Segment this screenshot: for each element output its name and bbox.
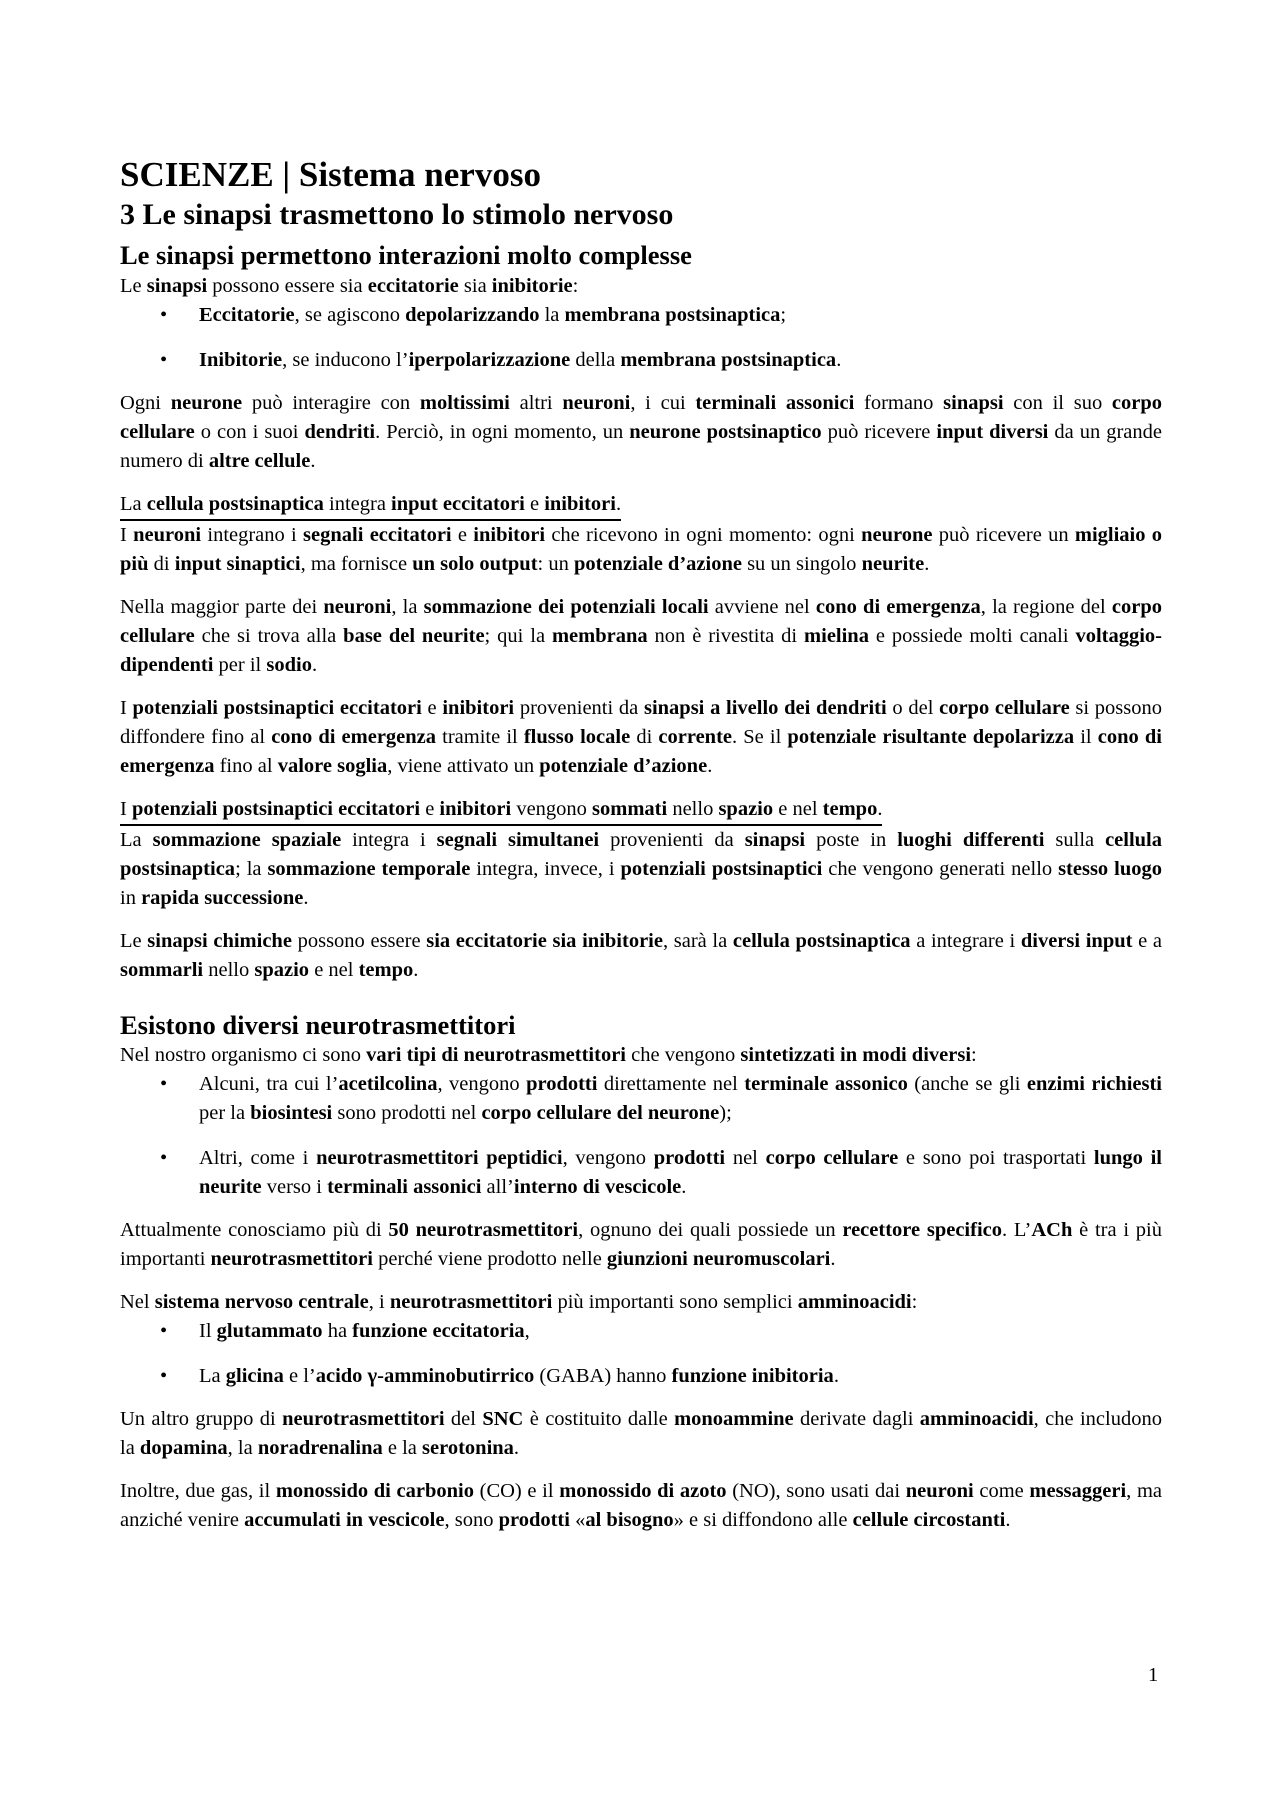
bold-term: inibitorie (491, 274, 573, 297)
page-number: 1 (1148, 1664, 1159, 1686)
bold-term: membrana (551, 624, 648, 647)
bold-term: neuroni (323, 595, 392, 618)
bold-term: neuroni (562, 391, 631, 414)
bold-term: recettore specifico (842, 1218, 1002, 1241)
bold-term: neurotrasmettitori (282, 1407, 445, 1430)
bold-term: messaggeri (1029, 1479, 1127, 1502)
bold-term: sommazione temporale (267, 857, 471, 880)
bold-term: cellula postsinaptica (146, 492, 324, 515)
bold-term: 50 neurotrasmettitori (388, 1218, 579, 1241)
bold-term: cellula postsinaptica (732, 929, 911, 952)
bold-term: cono di emergenza (120, 725, 1162, 777)
bold-term: ACh (1031, 1218, 1073, 1241)
bold-term: moltissimi (419, 391, 510, 414)
bullet-list (120, 1317, 1162, 1391)
bold-term: Inibitorie (199, 348, 283, 371)
paragraph: Un altro gruppo di neurotrasmettitori del SNC è costituito dalle monoammine derivate dagli amminoacidi, che includono la dopamina, la noradrenalina e la serotonina. (120, 1407, 1162, 1459)
list-item (120, 301, 1162, 330)
bullet-marker: • (160, 303, 168, 326)
bold-term: cono di emergenza (815, 595, 981, 618)
bold-term: input sinaptici (174, 552, 301, 575)
bold-term: input eccitatori (391, 492, 525, 515)
bold-term: dendriti (304, 420, 376, 443)
bold-term: cellula postsinaptica (120, 828, 1162, 880)
bold-term: sistema nervoso centrale (154, 1290, 369, 1313)
paragraph: I neuroni integrano i segnali eccitatori e inibitori che ricevono in ogni momento: ogni neurone può ricevere un migliaio o più di input sinaptici, ma fornisce un solo output: un potenziale d’azione su un singolo neurite. (120, 523, 1163, 575)
bold-term: sommazione spaziale (152, 828, 342, 851)
bold-term: acido γ-amminobutirrico (315, 1364, 535, 1387)
bold-term: neuroni (133, 523, 202, 546)
bold-term: biosintesi (250, 1101, 333, 1124)
list-item-text: Altri, come i neurotrasmettitori peptidici, vengono prodotti nel corpo cellulare e sono poi trasportati lungo il neurite verso i terminali assonici all’interno di vescicole. (199, 1146, 1162, 1198)
bold-term: glutammato (216, 1319, 323, 1342)
bold-term: valore soglia (277, 754, 388, 777)
bold-term: giunzioni neuromuscolari (606, 1247, 831, 1270)
list-item-text: La glicina e l’acido γ-amminobutirrico (GABA) hanno funzione inibitoria. (199, 1364, 839, 1387)
bold-term: monossido di carbonio (275, 1479, 474, 1502)
bold-term: potenziale risultante depolarizza (787, 725, 1075, 748)
bold-term: amminoacidi (797, 1290, 912, 1313)
bold-term: depolarizzando (405, 303, 540, 326)
list-item (120, 1070, 1162, 1128)
bold-term: glicina (225, 1364, 284, 1387)
bold-term: spazio (718, 797, 774, 820)
paragraph: I potenziali postsinaptici eccitatori e inibitori provenienti da sinapsi a livello dei dendriti o del corpo cellulare si possono diffondere fino al cono di emergenza tramite il flusso locale di corrente. Se il potenziale risultante depolarizza il cono di emergenza fino al valore soglia, viene attivato un potenziale d’azione. (120, 696, 1162, 777)
bold-term: base del neurite (343, 624, 485, 647)
bold-term: sinapsi (943, 391, 1004, 414)
bold-term: sodio (266, 653, 312, 676)
section-heading-neurotransmitters: Esistono diversi neurotrasmettitori (120, 1009, 516, 1040)
bold-term: sommati (592, 797, 668, 820)
bold-term: vari tipi di neurotrasmettitori (366, 1043, 626, 1066)
bold-term: potenziali postsinaptici eccitatori (132, 696, 422, 719)
bold-term: mielina (804, 624, 869, 647)
underlined-lead (120, 490, 1162, 521)
bold-term: accumulati in vescicole (244, 1508, 445, 1531)
chapter-heading: 3 Le sinapsi trasmettono lo stimolo nervoso (120, 198, 674, 232)
bold-term: noradrenalina (257, 1436, 383, 1459)
bullet-list (120, 1070, 1162, 1202)
bold-term: dopamina (139, 1436, 228, 1459)
bold-term: funzione eccitatoria (352, 1319, 525, 1342)
bold-term: cellule circostanti (852, 1508, 1006, 1531)
bold-term: potenziale d’azione (573, 552, 742, 575)
paragraph: Nella maggior parte dei neuroni, la sommazione dei potenziali locali avviene nel cono di emergenza, la regione del corpo cellulare che si trova alla base del neurite; qui la membrana non è rivestita di mielina e possiede molti canali voltaggio-dipendenti per il sodio. (120, 595, 1162, 676)
bold-term: monoammine (674, 1407, 794, 1430)
bold-term: prodotti (653, 1146, 726, 1169)
bold-term: corpo cellulare (939, 696, 1070, 719)
paragraph: Le sinapsi possono essere sia eccitatorie sia inibitorie: (120, 274, 579, 297)
bold-term: sommarli (120, 958, 204, 981)
paragraph: Nel sistema nervoso centrale, i neurotrasmettitori più importanti sono semplici amminoacidi: (120, 1290, 918, 1313)
bold-term: tempo (822, 797, 878, 820)
section-heading-synapses: Le sinapsi permettono interazioni molto complesse (120, 240, 692, 271)
bold-term: prodotti (526, 1072, 598, 1095)
bold-term: enzimi richiesti (1026, 1072, 1162, 1095)
bold-term: sinapsi chimiche (147, 929, 292, 952)
bold-term: sintetizzati in modi diversi (740, 1043, 972, 1066)
bold-term: potenziale d’azione (539, 754, 708, 777)
bold-term: potenziali postsinaptici eccitatori (131, 797, 421, 820)
bold-term: tempo (358, 958, 414, 981)
bold-term: corpo cellulare (120, 391, 1163, 443)
bold-term: voltaggio-dipendenti (120, 624, 1162, 676)
bold-term: prodotti (498, 1508, 570, 1531)
bold-term: lungo il neurite (199, 1146, 1162, 1198)
bold-term: inibitori (439, 797, 512, 820)
bold-term: neurite (861, 552, 925, 575)
bold-term: membrana postsinaptica (564, 303, 781, 326)
list-item-text: Alcuni, tra cui l’acetilcolina, vengono prodotti direttamente nel terminale assonico (anche se gli enzimi richiesti per la biosintesi sono prodotti nel corpo cellulare del neurone); (199, 1072, 1162, 1124)
bold-term: neurotrasmettitori peptidici (316, 1146, 563, 1169)
bold-term: potenziali postsinaptici (620, 857, 823, 880)
bold-term: acetilcolina (338, 1072, 438, 1095)
bold-term: serotonina (422, 1436, 514, 1459)
bold-term: sommazione dei potenziali locali (423, 595, 709, 618)
bold-term: spazio (254, 958, 310, 981)
bold-term: luoghi differenti (897, 828, 1045, 851)
list-item (120, 346, 1162, 375)
underlined-lead (120, 795, 1162, 826)
bold-term: amminoacidi (919, 1407, 1034, 1430)
bold-term: al bisogno (585, 1508, 674, 1531)
bold-term: funzione inibitoria (671, 1364, 834, 1387)
underlined-text: La cellula postsinaptica integra input eccitatori e inibitori. (120, 491, 621, 521)
bullet-marker: • (160, 1072, 168, 1095)
bold-term: corpo cellulare (120, 595, 1162, 647)
bold-term: corrente (658, 725, 733, 748)
bold-term: terminali assonici (327, 1175, 482, 1198)
bold-term: segnali simultanei (436, 828, 600, 851)
bold-term: corpo cellulare del neurone (481, 1101, 720, 1124)
bold-term: membrana postsinaptica (620, 348, 837, 371)
bold-term: un solo output (412, 552, 538, 575)
document-body (120, 154, 1162, 1535)
bold-term: neurotrasmettitori (210, 1247, 373, 1270)
bold-term: input diversi (936, 420, 1049, 443)
document-title: SCIENZE | Sistema nervoso (120, 155, 541, 194)
bold-term: segnali eccitatori (303, 523, 452, 546)
underlined-text: I potenziali postsinaptici eccitatori e inibitori vengono sommati nello spazio e nel tempo. (120, 796, 882, 826)
bold-term: corpo cellulare (765, 1146, 899, 1169)
bold-term: inibitori (473, 523, 546, 546)
bold-term: interno di vescicole (513, 1175, 682, 1198)
bold-term: neurone (861, 523, 933, 546)
list-item (120, 1362, 1162, 1391)
bullet-list (120, 301, 1162, 375)
bold-term: neurotrasmettitori (389, 1290, 553, 1313)
list-item-text: Inibitorie, se inducono l’iperpolarizzazione della membrana postsinaptica. (199, 348, 842, 371)
bold-term: terminali assonici (695, 391, 855, 414)
bold-term: eccitatorie (367, 274, 459, 297)
bullet-marker: • (160, 348, 168, 371)
bold-term: neurone (170, 391, 243, 414)
paragraph: Le sinapsi chimiche possono essere sia eccitatorie sia inibitorie, sarà la cellula postsinaptica a integrare i diversi input e a sommarli nello spazio e nel tempo. (120, 929, 1162, 981)
bullet-marker: • (160, 1319, 168, 1342)
paragraph: Ogni neurone può interagire con moltissimi altri neuroni, i cui terminali assonici formano sinapsi con il suo corpo cellulare o con i suoi dendriti. Perciò, in ogni momento, un neurone postsinaptico può ricevere input diversi da un grande numero di altre cellule. (120, 391, 1163, 472)
list-item-text: Il glutammato ha funzione eccitatoria, (199, 1319, 530, 1342)
bold-term: diversi input (1020, 929, 1133, 952)
bullet-marker: • (160, 1146, 168, 1169)
bold-term: flusso locale (523, 725, 631, 748)
bold-term: sinapsi (744, 828, 806, 851)
bullet-marker: • (160, 1364, 168, 1387)
list-item (120, 1144, 1162, 1202)
bold-term: inibitori (544, 492, 616, 515)
bold-term: neurone postsinaptico (629, 420, 822, 443)
bold-term: SNC (482, 1407, 524, 1430)
bold-term: rapida successione (141, 886, 304, 909)
bold-term: altre cellule (208, 449, 311, 472)
bold-term: sinapsi (146, 274, 208, 297)
bold-term: migliaio o più (120, 523, 1163, 575)
bold-term: inibitori (442, 696, 515, 719)
bold-term: terminale assonico (744, 1072, 908, 1095)
bold-term: sia eccitatorie sia inibitorie (426, 929, 663, 952)
paragraph: Nel nostro organismo ci sono vari tipi di neurotrasmettitori che vengono sintetizzati in modi diversi: (120, 1043, 977, 1066)
bold-term: iperpolarizzazione (408, 348, 571, 371)
list-item (120, 1317, 1162, 1346)
bold-term: monossido di azoto (559, 1479, 727, 1502)
paragraph: Attualmente conosciamo più di 50 neurotrasmettitori, ognuno dei quali possiede un recettore specifico. L’ACh è tra i più importanti neurotrasmettitori perché viene prodotto nelle giunzioni neuromuscolari. (120, 1218, 1162, 1270)
bold-term: sinapsi a livello dei dendriti (643, 696, 887, 719)
bold-term: neuroni (905, 1479, 974, 1502)
paragraph: Inoltre, due gas, il monossido di carbonio (CO) e il monossido di azoto (NO), sono usati dai neuroni come messaggeri, ma anziché venire accumulati in vescicole, sono prodotti «al bisogno» e si diffondono alle cellule circostanti. (120, 1479, 1162, 1531)
list-item-text: Eccitatorie, se agiscono depolarizzando la membrana postsinaptica; (199, 303, 787, 326)
bold-term: Eccitatorie (199, 303, 295, 326)
bold-term: cono di emergenza (271, 725, 437, 748)
paragraph: La sommazione spaziale integra i segnali simultanei provenienti da sinapsi poste in luoghi differenti sulla cellula postsinaptica; la sommazione temporale integra, invece, i potenziali postsinaptici che vengono generati nello stesso luogo in rapida successione. (120, 828, 1162, 909)
bold-term: stesso luogo (1058, 857, 1162, 880)
